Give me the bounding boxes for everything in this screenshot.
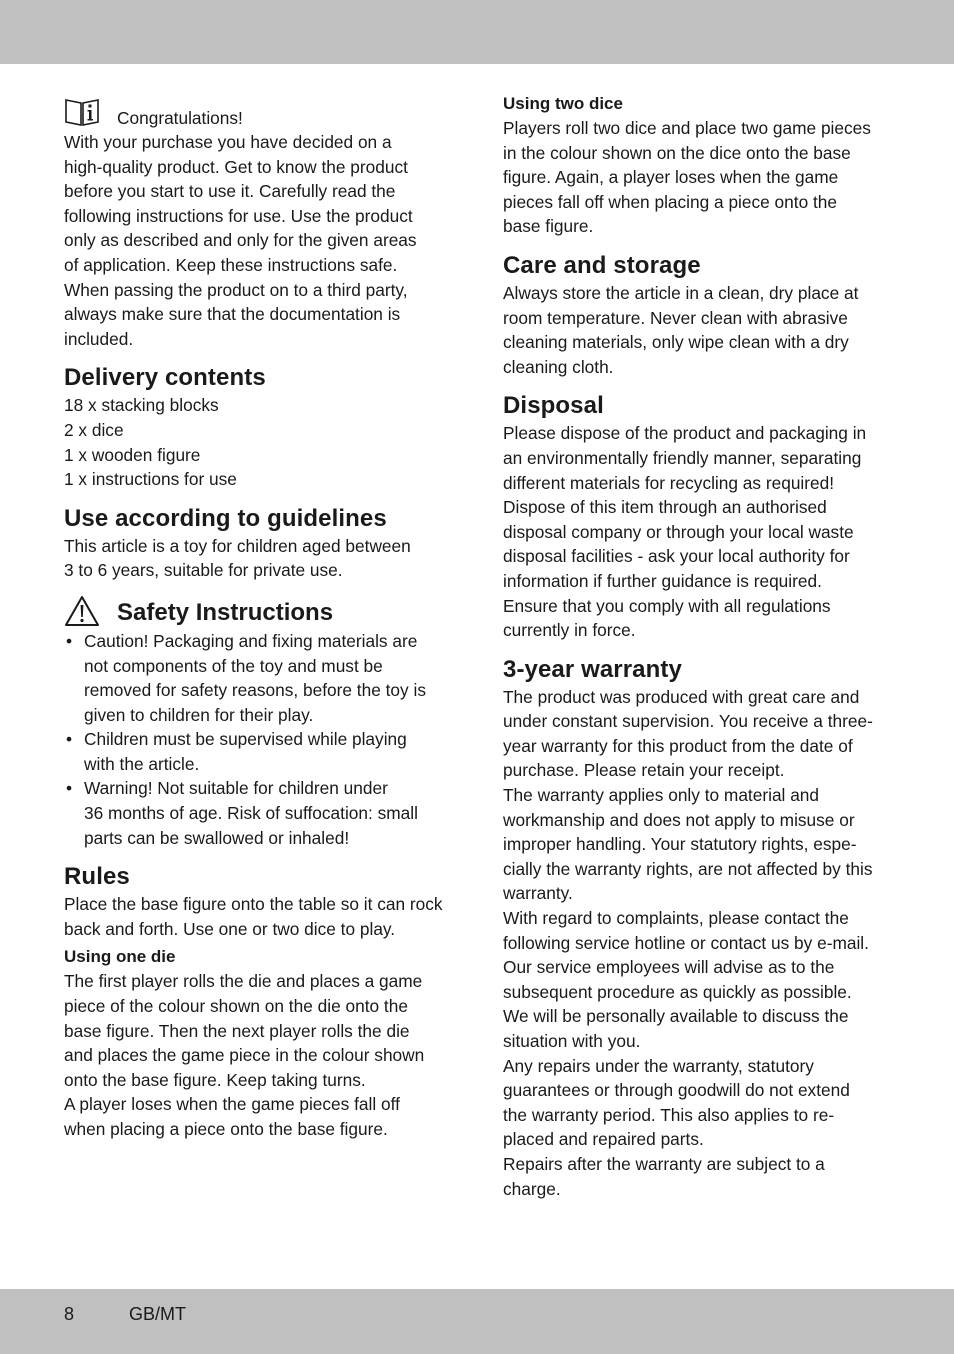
safety-header (64, 595, 456, 629)
header-band (0, 0, 954, 64)
warranty-paragraph: The product was produced with great care and under constant supervision. You receive a three- year warranty for this product from the date of purchase. Please retain your receipt. The warranty applies only to material and workmanship and does not apply to misuse or improper handling. Your statutory rights, espe- cially the warranty rights, are not affected by this warranty. With regard to complaints, please contact the following service hotline or contact us by e-mail. Our service employees will advise as to the subsequent procedure as quickly as possible. We will be personally available to discuss the situation with you. Any repairs under the warranty, statutory guarantees or through goodwill do not extend the warranty period. This also applies to re- placed and repaired parts. Repairs after the warranty are subject to a charge. (503, 686, 873, 1199)
disposal-heading: Disposal (503, 392, 604, 420)
list-item (64, 629, 456, 727)
page-number: 8 (64, 1304, 75, 1324)
bullet-icon: • (66, 778, 73, 799)
warning-triangle-icon (64, 595, 100, 627)
left-column (64, 92, 456, 1142)
disposal-paragraph: Please dispose of the product and packaging in an environmentally friendly manner, separating different materials for recycling as required! Dispose of this item through an authorised disposal company or through your local waste disposal facilities - ask your local authority for information if further guidance is required. Ensure that you comply with all regulations currently in force. (503, 423, 867, 641)
rules-paragraph: Place the base figure onto the table so it can rock back and forth. Use one or two dice to play. (64, 894, 443, 939)
right-column (503, 92, 895, 1201)
delivery-item: 1 x wooden figure (64, 444, 201, 465)
bullet-icon: • (66, 729, 73, 750)
info-book-icon (64, 96, 100, 126)
safety-heading: Safety Instructions (117, 598, 334, 626)
rules-heading: Rules (64, 863, 130, 891)
safety-item-text: Caution! Packaging and fixing materials are not components of the toy and must be removed for safety reasons, before the toy is given to children for their play. (84, 630, 426, 725)
delivery-item: 2 x dice (64, 419, 124, 440)
delivery-item: 18 x stacking blocks (64, 395, 219, 416)
language-code: GB/MT (129, 1304, 186, 1324)
warranty-heading: 3-year warranty (503, 655, 682, 683)
bullet-icon: • (66, 630, 73, 651)
intro-paragraph: With your purchase you have decided on a high-quality product. Get to know the product before you start to use it. Carefully read the following instructions for use. Use the product only as described and only for the given areas of application. Keep these instructions safe. When passing the product on to a third party, always make sure that the documentation is included. (64, 132, 417, 349)
two-dice-paragraph: Players roll two dice and place two game pieces in the colour shown on the dice onto the base figure. Again, a player loses when the game pieces fall off when placing a piece onto the base figure. (503, 118, 871, 237)
delivery-heading: Delivery contents (64, 364, 266, 392)
safety-list (64, 629, 456, 850)
use-paragraph: This article is a toy for children aged between 3 to 6 years, suitable for private use. (64, 535, 411, 581)
one-die-subheading: Using one die (64, 947, 176, 967)
list-item (64, 776, 456, 850)
congrats-text: Congratulations! (117, 108, 243, 128)
care-paragraph: Always store the article in a clean, dry place at room temperature. Never clean with abrasive cleaning materials, only wipe clean with a dry cleaning cloth. (503, 282, 859, 377)
one-die-paragraph: The first player rolls the die and places a game piece of the colour shown on the die onto the base figure. Then the next player rolls the die and places the game piece in the colour shown onto the base figure. Keep taking turns. A player loses when the game pieces fall off when placing a piece onto the base figure. (64, 971, 425, 1139)
care-heading: Care and storage (503, 251, 701, 279)
safety-item-text: Warning! Not suitable for children under 36 months of age. Risk of suffocation: small parts can be swallowed or inhaled! (84, 778, 418, 848)
use-heading: Use according to guidelines (64, 504, 387, 532)
two-dice-subheading: Using two dice (503, 94, 623, 113)
list-item (64, 727, 456, 776)
intro-line (64, 92, 456, 130)
safety-item-text: Children must be supervised while playing with the article. (84, 729, 407, 774)
delivery-item: 1 x instructions for use (64, 469, 237, 490)
